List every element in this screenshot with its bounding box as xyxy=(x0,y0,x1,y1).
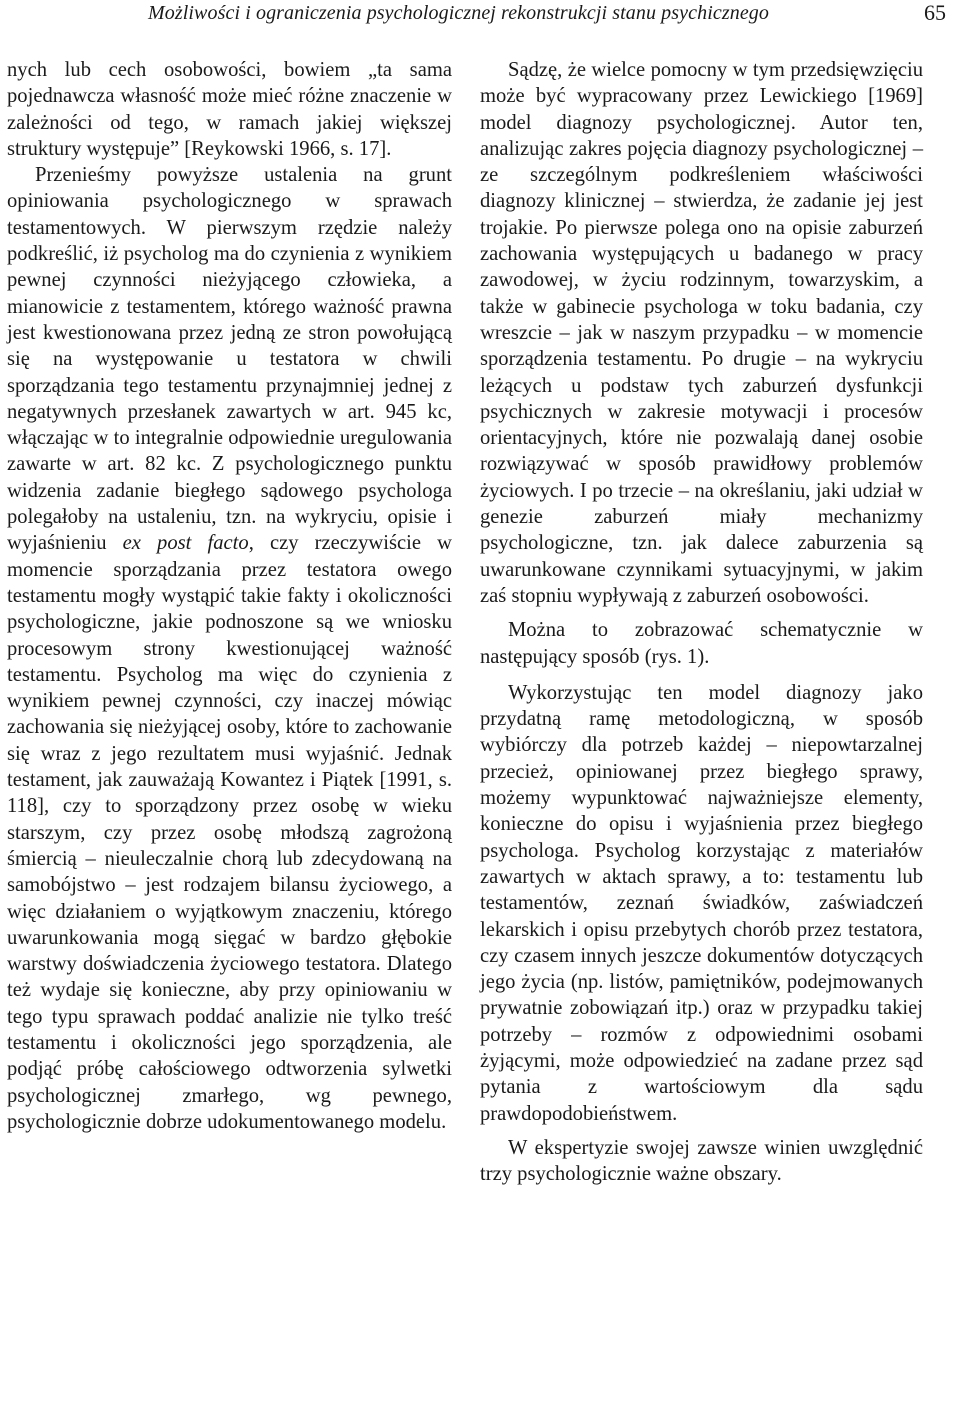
paragraph: nych lub cech osobowości, bowiem „ta sama pojednawcza własność może mieć różne znaczenie w zależności od tego, w ramach jakiej większej struktury występuje” [Reykowski 1966, s. 17]. xyxy=(7,59,452,160)
page-header xyxy=(0,0,960,36)
paragraph: Wykorzystując ten model diagnozy jako przydatną ramę metodologiczną, w sposób wybiórczy dla potrzeb każdej – niepowtarzalnej przecież, opiniowanej przez biegłego sprawy, możemy wypunktować najważniejsze elementy, konieczne do opisu i wyjaśnienia przez biegłego psychologa. Psycholog korzystając z materiałów zawartych w aktach sprawy, a to: testamentu lub testamentów, zeznań świadków, zaświadczeń lekarskich i opisu przebytych chorób przez testatora, czy czasem innych jeszcze dokumentów dotyczących jego życia (np. listów, pamiętników, podejmowanych prywatnie zobowiązań itp.) oraz w przypadku takiej potrzeby – rozmów z odpowiednimi osobami żyjącymi, może odpowiedzieć na zadane przez sąd pytania z wartościowym dla sądu prawdopodobieństwem. xyxy=(480,681,923,1125)
page-number: 65 xyxy=(924,0,946,25)
paragraph-text: , czy rzeczywiście w momencie sporządzania przez testatora owego testamentu mogły wystąpić takie fakty i okoliczności psychologiczne, jakie podnoszone są we wniosku procesowym strony kwestionującej ważność testamentu. Psycholog ma więc do czynienia z wynikiem pewnej czynności, czy inaczej mówiąc zachowania się nieżyjącej osoby, które to zachowanie się wraz z jego rezultatem musi wyjaśnić. Jednak testament, jak zauważają Kowantez i Piątek [1991, s. 118], czy to sporządzony przez osobę w wieku starszym, czy przez osobę młodszą zagrożoną śmiercią – nieuleczalnie chorą lub zdecydowaną na samobójstwo – jest rodzajem bilansu życiowego, a więc działaniem o wyjątkowym znaczeniu, którego uwarunkowania mogą sięgać w bardzo głębokie warstwy doświadczenia życiowego testatora. Dlatego też wydaje się konieczne, aby przy opiniowaniu w tego typu sprawach poddać analizie nie tylko treść testamentu i okoliczności jego sporządzenia, ale podjąć próbę całościowego odtworzenia sylwetki psychologicznej zmarłego, wg pewnego, psychologicznie dobrze udokumentowanego modelu. xyxy=(7,532,452,1133)
paragraph-text: Przenieśmy powyższe ustalenia na grunt opiniowania psychologicznego w sprawach testamentowych. W pierwszym rzędzie należy podkreślić, iż psycholog ma do czynienia z wynikiem pewnej czynności nieżyjącego człowieka, a mianowicie z testamentem, którego ważność prawna jest kwestionowana przez jedną ze stron powołującą się na występowanie u testatora w chwili sporządzania tego testamentu przynajmniej jednej z negatywnych przesłanek zawartych w art. 945 kc, włączając w to integralnie odpowiednie uregulowania zawarte w art. 82 kc. Z psychologicznego punktu widzenia zadanie biegłego sądowego psychologa polegałoby na ustaleniu, tzn. na wykryciu, opisie i wyjaśnieniu xyxy=(7,164,452,555)
paragraph: Sądzę, że wielce pomocny w tym przedsięwzięciu może być wypracowany przez Lewickiego [1969] model diagnozy psychologicznej. Autor ten, analizując zakres pojęcia diagnozy psychologicznej – ze szczególnym podkreśleniem właściwości diagnozy klinicznej – stwierdza, że zadanie jej jest trojakie. Po pierwsze polega ono na opisie zaburzeń zachowania występujących u badanego w pracy zawodowej, w życiu rodzinnym, towarzyskim, a także w gabinecie psychologa w toku badania, czy wreszcie – jak w naszym przypadku – w momencie sporządzenia testamentu. Po drugie – na wykryciu leżących u podstaw tych zaburzeń dysfunkcji psychicznych w zakresie motywacji i procesów orientacyjnych, które nie pozwalają danej osobie rozwiązywać w sposób prawidłowy problemów życiowych. I po trzecie – na określaniu, jaki udział w genezie zaburzeń miały mechanizmy psychologiczne, tzn. jak dalece zaburzenia są uwarunkowane czynnikami sytuacyjnymi, w jakim zaś stopniu wypływają z zaburzeń osobowości. xyxy=(480,59,923,607)
left-column xyxy=(7,57,452,1135)
paragraph: Można to zobrazować schematycznie w następujący sposób (rys. 1). xyxy=(480,619,923,668)
running-title: Możliwości i ograniczenia psychologicznej rekonstrukcji stanu psychicznego xyxy=(148,2,770,24)
paragraph xyxy=(7,162,452,1135)
paragraph: W ekspertyzie swojej zawsze winien uwzględnić trzy psychologicznie ważne obszary. xyxy=(480,1136,923,1186)
italic-phrase: ex post facto xyxy=(122,532,249,555)
right-column xyxy=(480,57,923,1187)
